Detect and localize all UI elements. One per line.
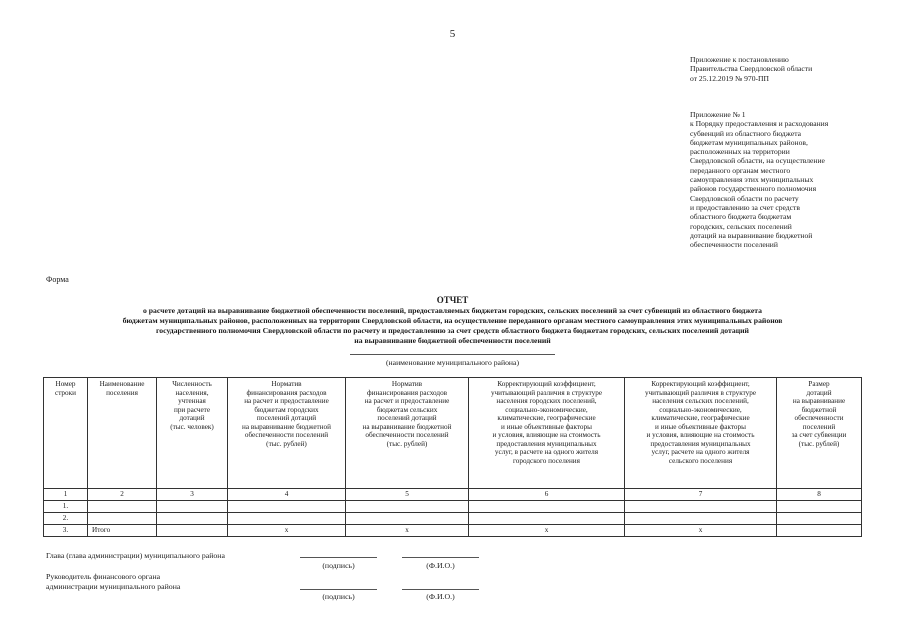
appendix-order-line: дотаций на выравнивание бюджетной (690, 230, 813, 240)
municipality-name-line[interactable] (350, 354, 555, 355)
column-header-line: и иные объективные факторы (655, 422, 746, 431)
appendix-order-line: обеспеченности поселений (690, 240, 778, 250)
column-number: 4 (228, 489, 346, 501)
table-cell[interactable] (346, 513, 469, 525)
signature-label-line: администрации муниципального района (46, 582, 181, 591)
column-header-line: бюджетной (801, 405, 837, 414)
table-cell[interactable] (157, 525, 228, 537)
appendix-order-reference (690, 110, 900, 249)
column-header-line: услуг, в расчете на одного жителя (494, 448, 599, 456)
report-table (43, 377, 862, 537)
column-header-line: Корректирующий коэффициент, (651, 380, 750, 388)
column-header-line: поселения (106, 388, 138, 397)
column-header-line: учитывающий различия в структуре (644, 388, 757, 397)
column-header-line: (тыс. человек) (170, 422, 214, 431)
table-cell: x (346, 525, 469, 537)
table-cell[interactable] (228, 501, 346, 513)
column-header-line: финансирования расходов (246, 388, 327, 397)
table-cell: x (228, 525, 346, 537)
column-header (157, 378, 228, 489)
appendix-decree-line: Приложение к постановлению (690, 55, 789, 64)
row-number: 1. (44, 501, 88, 513)
appendix-decree-reference (690, 55, 900, 83)
column-header-line: на расчет и предоставление (244, 397, 329, 405)
column-header-line: Наименование (99, 380, 145, 388)
table-cell[interactable] (469, 501, 625, 513)
full-name-caption: (Ф.И.О.) (426, 592, 455, 601)
column-header-line: и иные объективные факторы (501, 422, 592, 431)
report-subtitle-line: о расчете дотаций на выравнивание бюджетной обеспеченности поселений, предоставляемых бюджетам городских, сельских поселений за счет субвенций из областного бюджета (143, 306, 762, 315)
column-header-line: на выравнивание бюджетной (362, 422, 452, 431)
column-header-line: Корректирующий коэффициент, (497, 380, 596, 388)
report-title: ОТЧЕТ (436, 295, 469, 305)
signature-line[interactable] (300, 589, 377, 590)
full-name-caption: (Ф.И.О.) (426, 561, 455, 570)
signature-caption: (подпись) (322, 592, 355, 601)
column-header-line: учтенная (178, 397, 206, 405)
column-header-line: бюджетам сельских (376, 405, 438, 414)
full-name-line[interactable] (402, 589, 479, 590)
column-header-line: сельского поселения (668, 456, 733, 465)
appendix-order-line: субвенций из областного бюджета (690, 128, 801, 138)
settlement-name-cell[interactable] (88, 513, 157, 525)
appendix-order-line: Свердловской области, на осуществление (690, 156, 825, 166)
table-cell[interactable] (228, 513, 346, 525)
column-header-line: при расчете (173, 405, 211, 414)
form-label: Форма (46, 275, 69, 284)
table-cell[interactable] (157, 513, 228, 525)
column-header (44, 378, 88, 489)
column-header-line: и условия, влияющие на стоимость (492, 431, 601, 439)
column-header-line: предоставления муниципальных (650, 439, 751, 448)
appendix-order-line: Свердловской области по расчету (690, 193, 799, 203)
column-header-line: поселений (802, 422, 836, 431)
head-of-finance-label (46, 572, 180, 592)
column-header (88, 378, 157, 489)
appendix-order-line: расположенных на территории (690, 147, 790, 157)
table-cell[interactable] (157, 501, 228, 513)
column-header-line: населения, (175, 388, 209, 397)
column-header-line: (тыс. рублей) (386, 439, 428, 448)
report-subtitle-line: бюджетам муниципальных районов, расположенных на территории Свердловской области, на осуществление переданного органам местного самоуправления этих муниципальных районов (122, 316, 783, 325)
column-header (346, 378, 469, 489)
column-header-line: за счет субвенции (791, 431, 847, 439)
signature-caption: (подпись) (322, 561, 355, 570)
municipality-name-caption: (наименование муниципального района) (385, 358, 520, 367)
column-number: 8 (777, 489, 862, 501)
column-header-line: учитывающий различия в структуре (490, 388, 603, 397)
column-header-line: Численность (172, 380, 212, 388)
column-header (228, 378, 346, 489)
column-header (469, 378, 625, 489)
appendix-order-line: переданного органам местного (690, 165, 791, 175)
table-cell[interactable] (346, 501, 469, 513)
column-header-line: климатические, географические (651, 414, 750, 422)
table-cell: x (625, 525, 777, 537)
column-header-line: (тыс. рублей) (798, 439, 840, 448)
report-subtitle-line: государственного полномочия Свердловской области по расчету и предоставлению за счет средств областного бюджета бюджетам городских, сельских поселений дотаций (156, 326, 749, 335)
column-header-line: и условия, влияющие на стоимость (646, 431, 755, 439)
appendix-order-line: бюджетам муниципальных районов, (690, 137, 808, 147)
column-header-line: дотаций (806, 388, 832, 397)
column-header-line: обеспеченности (794, 414, 844, 422)
column-header (625, 378, 777, 489)
column-header-line: Норматив (271, 380, 302, 388)
table-cell[interactable] (625, 501, 777, 513)
appendix-decree-line: от 25.12.2019 № 970-ПП (690, 73, 770, 83)
appendix-order-line: районов государственного полномочия (690, 184, 817, 194)
column-header-line: на расчет и предоставление (364, 397, 450, 405)
appendix-order-line: самоуправления этих муниципальных (690, 175, 814, 185)
column-header-line: (тыс. рублей) (266, 439, 307, 448)
row-number: 2. (44, 513, 88, 525)
appendix-order-line: к Порядку предоставления и расходования (690, 119, 829, 129)
column-header-line: на выравнивание бюджетной (242, 422, 331, 431)
column-number: 5 (346, 489, 469, 501)
column-header-line: Размер (808, 380, 830, 388)
column-header-line: на выравнивание (792, 397, 846, 405)
column-header-line: обеспеченности поселений (244, 431, 329, 439)
column-number: 3 (157, 489, 228, 501)
appendix-order-line: и предоставлению за счет средств (690, 202, 800, 212)
table-cell[interactable] (469, 513, 625, 525)
column-header-line: социально-экономические, (505, 405, 588, 414)
settlement-name-cell[interactable] (88, 501, 157, 513)
column-header-line: услуг, расчете на одного жителя (651, 448, 750, 456)
column-header-line: бюджетам городских (254, 405, 319, 414)
table-row (44, 513, 862, 525)
column-header-line: населения городских поселений, (496, 397, 597, 405)
column-header-line: населения сельских поселений, (652, 397, 749, 405)
table-cell[interactable] (625, 513, 777, 525)
table-cell: x (469, 525, 625, 537)
signature-label-line: Руководитель финансового органа (46, 572, 161, 581)
total-row (44, 525, 862, 537)
appendix-order-line: областного бюджета бюджетам (690, 212, 792, 222)
column-header-line: поселений дотаций (377, 414, 437, 422)
full-name-line[interactable] (402, 557, 479, 558)
report-subtitle-line: на выравнивание бюджетной обеспеченности поселений (354, 336, 551, 345)
column-number: 7 (625, 489, 777, 501)
column-header (777, 378, 862, 489)
column-header-line: предоставления муниципальных (496, 439, 597, 448)
column-header-line: Норматив (391, 380, 423, 388)
column-header-line: поселений дотаций (256, 414, 317, 422)
appendix-decree-line: Правительства Свердловской области (690, 64, 813, 74)
total-label: Итого (88, 525, 157, 537)
column-number-row (44, 489, 862, 501)
appendix-order-line: городских, сельских поселений (690, 221, 792, 231)
table-cell[interactable] (777, 501, 862, 513)
signature-line[interactable] (300, 557, 377, 558)
table-cell[interactable] (777, 513, 862, 525)
column-header-line: обеспеченности поселений (365, 431, 449, 439)
column-number: 6 (469, 489, 625, 501)
column-header-line: Номер (55, 380, 76, 388)
column-header-line: финансирования расходов (366, 388, 448, 397)
page-number: 5 (449, 28, 456, 40)
column-header-line: социально-экономические, (659, 405, 742, 414)
table-header-row (44, 378, 862, 489)
appendix-order-line: Приложение № 1 (690, 110, 746, 119)
column-header-line: дотаций (179, 414, 205, 422)
column-number: 1 (44, 489, 88, 501)
signature-label-line: Глава (глава администрации) муниципального района (46, 551, 225, 560)
table-cell[interactable] (777, 525, 862, 537)
table-row (44, 501, 862, 513)
column-header-line: строки (55, 388, 76, 397)
report-subtitle (40, 306, 865, 346)
row-number: 3. (44, 525, 88, 537)
head-of-district-label (46, 551, 225, 561)
column-header-line: климатические, географические (497, 414, 596, 422)
column-number: 2 (88, 489, 157, 501)
column-header-line: городского поселения (513, 456, 580, 465)
